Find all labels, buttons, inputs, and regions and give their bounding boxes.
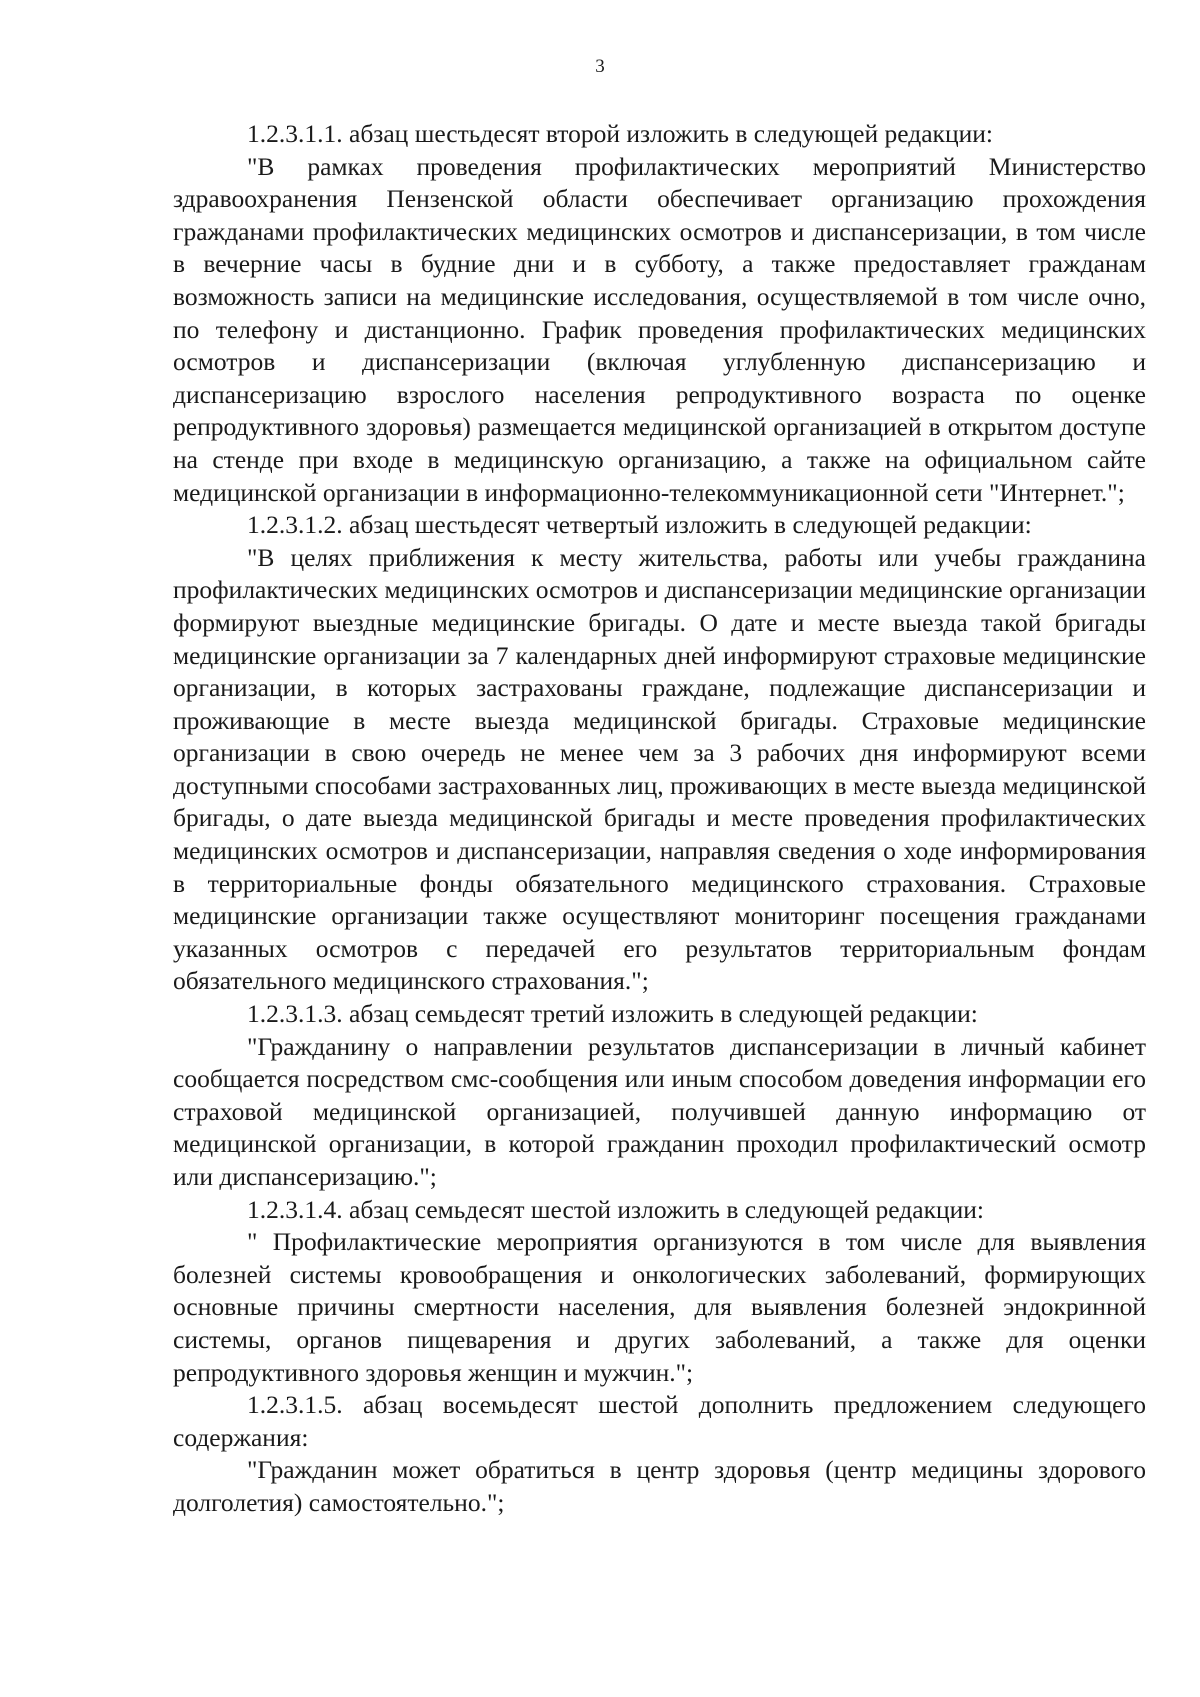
paragraph-1-2-3-1-4-heading: 1.2.3.1.4. абзац семьдесят шестой изложить в следующей редакции: bbox=[247, 1194, 984, 1224]
paragraph-1-2-3-1-1-text: "В рамках проведения профилактических мероприятий Министерство здравоохранения Пензенской области обеспечивает организацию прохождения гражданами профилактических медицинских осмотров и диспансеризации, в том числе в вечерние часы в будние дни и в субботу, а также предоставляет гражданам возможность записи на медицинские исследования, осуществляемой в том числе очно, по телефону и дистанционно. График проведения профилактических медицинских осмотров и диспансеризации (включая углубленную диспансеризацию и диспансеризацию взрослого населения репродуктивного возраста по оценке репродуктивного здоровья) размещается медицинской организацией в открытом доступе на стенде при входе в медицинскую организацию, а также на официальном сайте медицинской организации в информационно-телекоммуникационной сети "Интернет."; bbox=[173, 151, 1146, 507]
page-number: 3 bbox=[595, 56, 605, 77]
paragraph-1-2-3-1-3-text: "Гражданину о направлении результатов диспансеризации в личный кабинет сообщается посредством смс-сообщения или иным способом доведения информации его страховой медицинской организацией, получившей данную информацию от медицинской организации, в которой гражданин проходил профилактический осмотр или диспансеризацию."; bbox=[173, 1031, 1146, 1191]
paragraph-1-2-3-1-3-heading: 1.2.3.1.3. абзац семьдесят третий изложить в следующей редакции: bbox=[247, 999, 978, 1029]
paragraph-1-2-3-1-1-heading: 1.2.3.1.1. абзац шестьдесят второй изложить в следующей редакции: bbox=[247, 119, 993, 148]
document-body bbox=[173, 118, 1146, 1520]
paragraph-1-2-3-1-2-text: "В целях приближения к месту жительства, работы или учебы гражданина профилактических медицинских осмотров и диспансеризации медицинские организации формируют выездные медицинские бригады. О дате и месте выезда такой бригады медицинские организации за 7 календарных дней информируют страховые медицинские организации, в которых застрахованы граждане, подлежащие диспансеризации и проживающие в месте выезда медицинской бригады. Страховые медицинские организации в свою очередь не менее чем за 3 рабочих дня информируют всеми доступными способами застрахованных лиц, проживающих в месте выезда медицинской бригады, о дате выезда медицинской бригады и месте проведения профилактических медицинских осмотров и диспансеризации, направляя сведения о ходе информирования в территориальные фонды обязательного медицинского страхования. Страховые медицинские организации также осуществляют мониторинг посещения гражданами указанных осмотров с передачей его результатов территориальным фондам обязательного медицинского страхования."; bbox=[173, 542, 1146, 996]
paragraph-1-2-3-1-5-text: "Гражданин может обратиться в центр здоровья (центр медицины здорового долголетия) самостоятельно."; bbox=[173, 1455, 1146, 1517]
paragraph-1-2-3-1-5-heading: 1.2.3.1.5. абзац восемьдесят шестой дополнить предложением следующего содержания: bbox=[173, 1390, 1146, 1452]
paragraph-1-2-3-1-2-heading: 1.2.3.1.2. абзац шестьдесят четвертый изложить в следующей редакции: bbox=[247, 510, 1032, 540]
paragraph-1-2-3-1-4-text: " Профилактические мероприятия организуются в том числе для выявления болезней системы кровообращения и онкологических заболеваний, формирующих основные причины смертности населения, для выявления болезней эндокринной системы, органов пищеварения и других заболеваний, а также для оценки репродуктивного здоровья женщин и мужчин."; bbox=[173, 1227, 1146, 1387]
